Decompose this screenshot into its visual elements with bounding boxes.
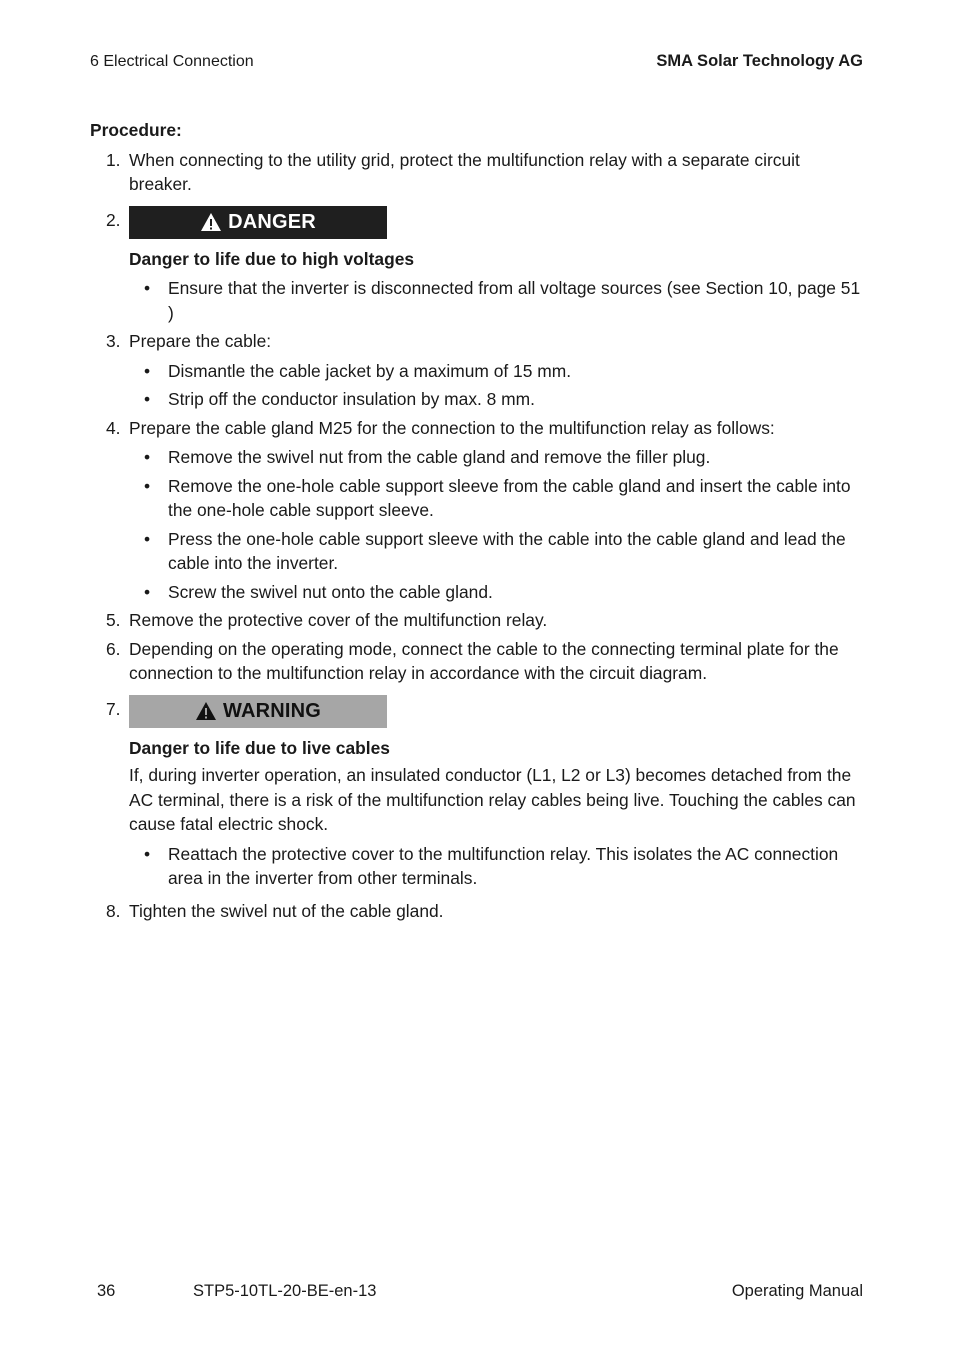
step-number: 3.	[106, 331, 121, 351]
step-4-bullets	[129, 445, 865, 604]
warning-banner	[129, 695, 387, 728]
step-text: Depending on the operating mode, connect the cable to the connecting terminal plate for the connection to the multifunction relay in accordance with the circuit diagram.	[129, 638, 839, 683]
step-number: 7.	[106, 698, 121, 719]
step-number: 8.	[106, 900, 121, 921]
list-item: • Screw the swivel nut onto the cable gland.	[129, 580, 865, 605]
step-6	[90, 637, 865, 686]
step-number: 4.	[106, 417, 121, 438]
bullet-icon: •	[144, 475, 151, 496]
step-text: When connecting to the utility grid, protect the multifunction relay with a separate circuit breaker.	[129, 149, 800, 194]
list-item: • Dismantle the cable jacket by a maximum of 15 mm.	[129, 359, 865, 384]
footer-doc-id: STP5-10TL-20-BE-en-13	[193, 1282, 377, 1300]
bullet-icon: •	[144, 528, 151, 549]
warning-title: Danger to life due to live cables	[129, 737, 390, 758]
step-3-bullets	[129, 359, 865, 412]
bullet-icon: •	[144, 360, 151, 381]
step-text: Prepare the cable:	[129, 331, 272, 351]
danger-bullets	[129, 276, 865, 325]
list-item: • Strip off the conductor insulation by max. 8 mm.	[129, 387, 865, 412]
step-text: Remove the protective cover of the multifunction relay.	[129, 610, 548, 630]
step-text: Tighten the swivel nut of the cable gland.	[129, 900, 444, 921]
step-number: 1.	[106, 149, 121, 170]
step-number: 6.	[106, 638, 121, 659]
procedure-steps	[90, 148, 865, 924]
list-item: • Ensure that the inverter is disconnected from all voltage sources (see Section 10, page 51 )	[144, 278, 861, 323]
step-8	[90, 899, 865, 924]
list-item: • Press the one-hole cable support sleeve with the cable into the cable gland and lead the cable into the inverter.	[144, 528, 846, 573]
procedure-content	[90, 118, 865, 927]
warning-label: WARNING	[222, 699, 322, 722]
bullet-icon: •	[144, 278, 151, 298]
danger-banner	[129, 206, 387, 239]
bullet-icon: •	[144, 447, 151, 467]
step-1	[90, 148, 865, 197]
list-item: • Remove the one-hole cable support sleeve from the cable gland and insert the cable into the one-hole cable support sleeve.	[144, 475, 851, 520]
header-section: 6 Electrical Connection	[90, 53, 254, 70]
procedure-heading: Procedure:	[90, 120, 182, 140]
step-3	[90, 329, 865, 412]
bullet-icon: •	[144, 843, 151, 864]
step-7	[90, 694, 865, 891]
warning-text: If, during inverter operation, an insulated conductor (L1, L2 or L3) becomes detached from the AC terminal, there is a risk of the multifunction relay cables being live. Touching the cables can cause fatal electric shock.	[129, 765, 856, 834]
step-text: Prepare the cable gland M25 for the connection to the multifunction relay as follows:	[129, 417, 775, 438]
footer-manual: Operating Manual	[731, 1282, 863, 1300]
step-4	[90, 416, 865, 605]
header-company: SMA Solar Technology AG	[656, 52, 863, 70]
footer-page-number: 36	[97, 1282, 116, 1300]
step-number: 2.	[106, 209, 121, 230]
warning-triangle-icon	[200, 212, 222, 232]
list-item: • Reattach the protective cover to the multifunction relay. This isolates the AC connection area in the inverter from other terminals.	[144, 843, 839, 888]
step-number: 5.	[106, 610, 121, 630]
list-item: • Remove the swivel nut from the cable gland and remove the filler plug.	[129, 445, 865, 470]
step-5	[90, 608, 865, 633]
danger-title: Danger to life due to high voltages	[129, 248, 415, 269]
danger-label: DANGER	[228, 210, 316, 233]
warning-bullets	[129, 842, 865, 891]
step-2	[90, 205, 865, 326]
bullet-icon: •	[144, 389, 151, 409]
bullet-icon: •	[144, 581, 151, 602]
warning-triangle-icon	[195, 701, 217, 721]
